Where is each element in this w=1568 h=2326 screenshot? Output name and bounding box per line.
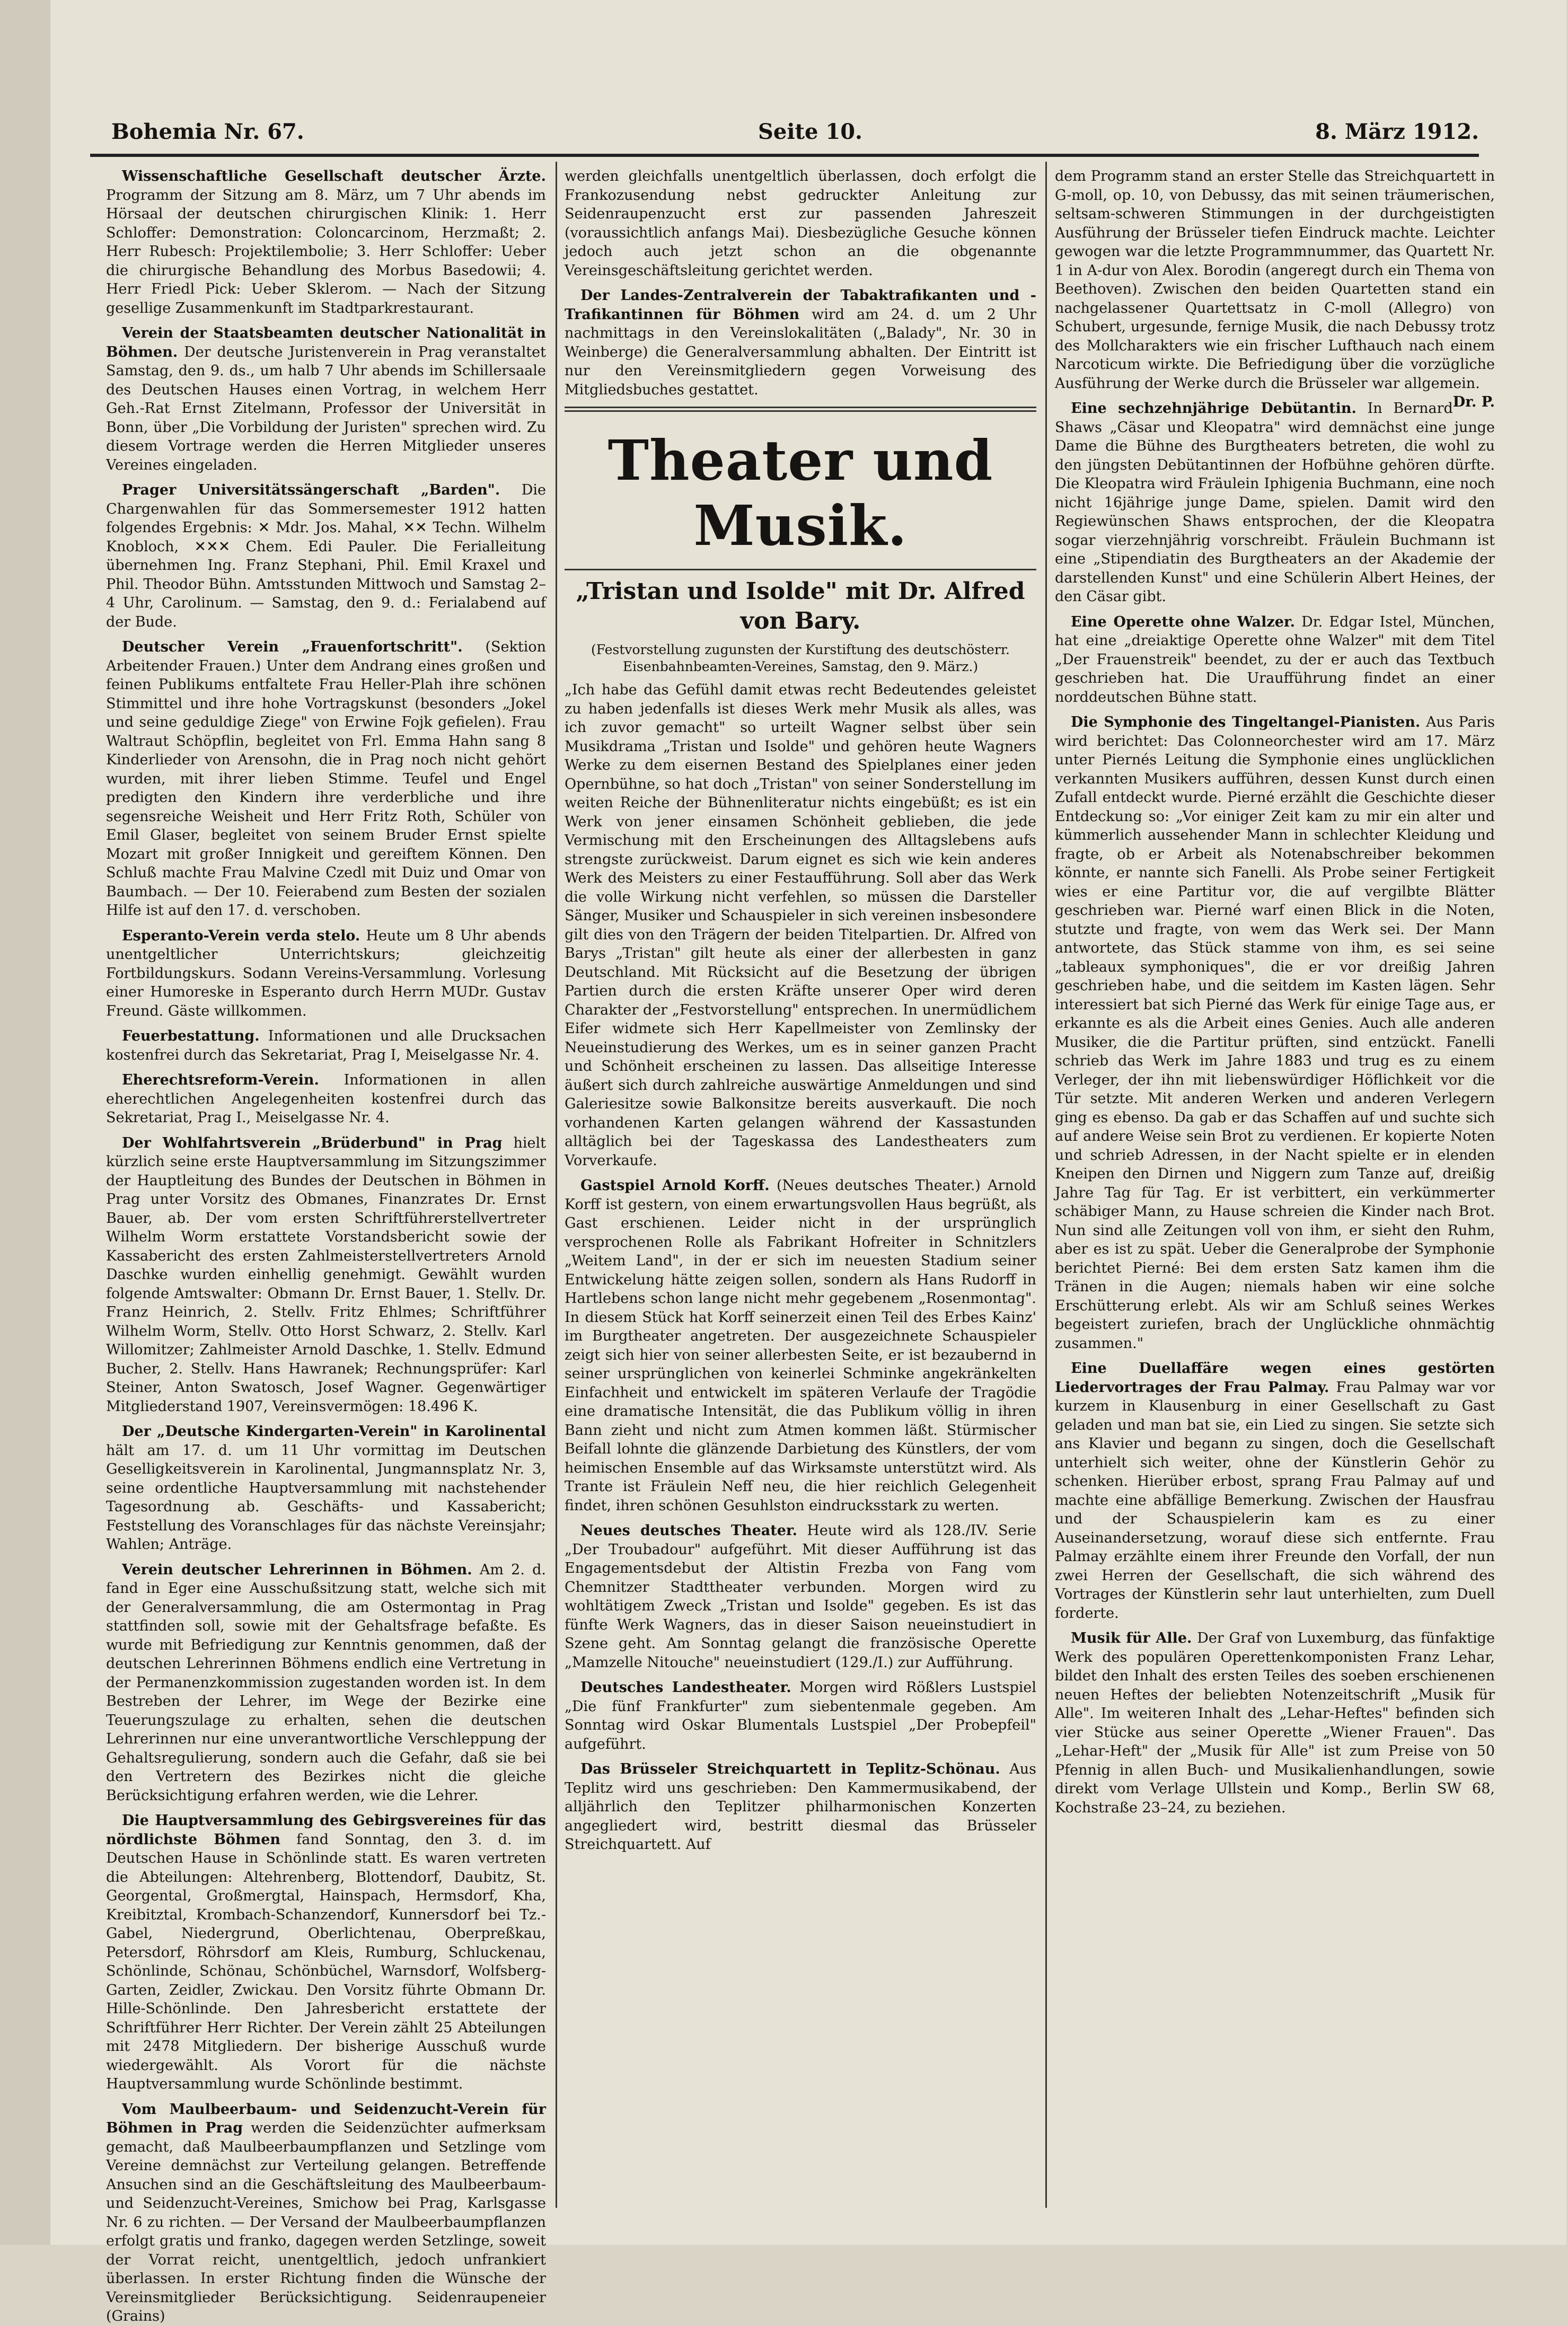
column-right — [1055, 167, 1495, 2224]
article-body: Aus Paris wird berichtet: Das Colonneorchester wird am 17. März unter Piernés Leitung die Symphonie eines unglücklichen verkannten Musikers aufführen, dessen Kunst durch einen Zufall entdeckt wurde. Pierné erzählt die Geschichte dieser Entdeckung so: „Vor einiger Zeit kam zu mir ein alter und kümmerlich aussehender Mann in schlechter Kleidung und fragte, ob er Arbeit als Notenabschreiber bekommen könnte, er nannte sich Fanelli. Als Probe seiner Fertigkeit wies er eine Partitur vor, die auf vergilbte Blätter geschrieben war. Pierné warf einen Blick in die Noten, stutzte und fragte, von wem das Werk sei. Der Mann antwortete, das Stück stamme von ihm, es sei seine „tableaux symphoniques", die er vor dreißig Jahren geschrieben habe, und die seitdem im Kasten lägen. Sehr interessiert bat sich Pierné das Werk für einige Tage aus, er erkannte es als die Arbeit eines Genies. Auch alle anderen Musiker, die die Partitur prüften, sind entzückt. Fanelli schrieb das Werk im Jahre 1883 und trug es zu einem Verleger, der ihn mit liebenswürdiger Höflichkeit vor die Tür setzte. Mit anderen Werken und anderen Verlegern ging es ebenso. Da gab er das Schaffen auf und suchte sich auf andere Weise sein Brot zu verdienen. Er kopierte Noten und schrieb Adressen, in der Nacht spielte er in elenden Kneipen den Dirnen und Niggern zum Tanze auf, dreißig Jahre Tag für Tag. Er ist verbittert, ein verkümmerter schäbiger Mann, zu Hause schreien die Kinder nach Brot. Nun sind alle Zeitungen voll von ihm, er sieht den Ruhm, aber es ist zu spät. Ueber die Generalprobe der Symphonie berichtet Pierné: Bei dem ersten Satz kamen ihm die Tränen in die Augen; niemals haben wir eine solche Erschütterung erlebt. Als wir am Schluß seines Werkes begeistert zuriefen, brach der Unglückliche ohnmächtig zusammen." — [1055, 714, 1495, 1352]
article — [106, 1561, 546, 1805]
article-title: Die Symphonie des Tingeltangel-Pianisten. — [1071, 714, 1421, 730]
article-body: werden die Seidenzüchter aufmerksam gemacht, daß Maulbeerbaumpflanzen und Setzlinge vom Vereine demnächst zur Verteilung gelangen. Betreffende Ansuchen sind an die Geschäftsleitung des Maulbeerbaum- und Seidenzucht-Vereines, Smichow bei Prag, Karlsgasse Nr. 6 zu richten. — Der Versand der Maulbeerbaumpflanzen erfolgt gratis und franko, dagegen werden Setzlinge, soweit der Vorrat reicht, unentgeltlich, jedoch unfrankiert überlassen. In erster Richtung finden die Wünsche der Vereinsmitglieder Berücksichtigung. Seidenraupeneier (Grains) — [106, 2120, 546, 2324]
article-body: Frau Palmay war vor kurzem in Klausenburg in einer Gesellschaft zu Gast geladen und man bat sie, ein Lied zu singen. Sie setzte sich ans Klavier und begann zu singen, doch die Gesellschaft unterhielt sich weiter, ohne der Künstlerin Gehör zu schenken. Hierüber erbost, sprang Frau Palmay auf und machte eine abfällige Bemerkung. Zwischen der Hausfrau und der Schauspielerin kam es zu einer Auseinandersetzung, worauf diese sich entfernte. Frau Palmay erzählte einem ihrer Freunde den Vorfall, der nun zwei Herren der Gesellschaft, die sich während des Vortrages der Künstlerin sehr laut unterhielten, zum Duell forderte. — [1055, 1379, 1495, 1622]
article — [1055, 399, 1495, 606]
article — [106, 1811, 546, 2094]
article-body: Programm der Sitzung am 8. März, um 7 Uhr abends im Hörsaal der deutschen chirurgischen Klinik: 1. Herr Schloffer: Demonstration: Coloncarcinom, Herzmaßt; 2. Herr Rubesch: Projektilembolie; 3. Herr Schloffer: Ueber die chirurgische Behandlung des Morbus Basedowii; 4. Herr Friedl Pick: Ueber Sklerom. — Nach der Sitzung gesellige Zusammenkunft im Stadtparkrestaurant. — [106, 187, 546, 316]
article-body: Die Chargenwahlen für das Sommersemester 1912 hatten folgendes Ergebnis: ✕ Mdr. Jos. Mahal, ✕✕ Techn. Wilhelm Knobloch, ✕✕✕ Chem. Edi Pauler. Die Ferialleitung übernehmen Ing. Franz Stephani, Phil. Emil Kraxel und Phil. Theodor Bühn. Amtsstunden Mittwoch und Samstag 2–4 Uhr, Carolinum. — Samstag, den 9. d.: Ferialabend auf der Bude. — [106, 482, 546, 630]
article — [565, 167, 1036, 280]
article — [1055, 1629, 1495, 1817]
column-middle — [565, 167, 1036, 2224]
column-middle-articles — [565, 681, 1036, 1854]
article-body: hält am 17. d. um 11 Uhr vormittag im Deutschen Geselligkeitsverein in Karolinental, Jungmannsplatz Nr. 3, seine ordentliche Hauptversammlung mit nachstehender Tagesordnung ab. Geschäfts- und Kassabericht; Feststellung des Voranschlages für das nächste Vereinsjahr; Wahlen; Anträge. — [106, 1442, 546, 1553]
article-body: werden gleichfalls unentgeltlich überlassen, doch erfolgt die Frankozusendung nebst gedruckter Anleitung zur Seidenraupenzucht erst zur passenden Jahreszeit (voraussichtlich anfangs Mai). Diesbezügliche Gesuche können jedoch auch jetzt schon an die obgenannte Vereinsgeschäftsleitung gerichtet werden. — [565, 168, 1036, 279]
article — [1055, 713, 1495, 1353]
article-body: Der deutsche Juristenverein in Prag veranstaltet Samstag, den 9. ds., um halb 7 Uhr abends im Schillersaale des Deutschen Hauses einen Vortrag, in welchem Herr Geh.-Rat Ernst Zitelmann, Professor der Universität in Bonn, über „Die Vorbildung der Juristen" sprechen wird. Zu diesem Vortrage werden die Herren Mitglieder unseres Vereines eingeladen. — [106, 343, 547, 473]
article — [106, 1071, 546, 1127]
article-title: Verein deutscher Lehrerinnen in Böhmen. — [122, 1561, 472, 1578]
article-body: fand Sonntag, den 3. d. im Deutschen Hause in Schönlinde statt. Es waren vertreten die Abteilungen: Altehrenberg, Blottendorf, Daubitz, St. Georgental, Großmergtal, Hainspach, Hermsdorf, Kha, Kreibitztal, Krombach-Schanzendorf, Kunnersdorf bei Tz.-Gabel, Niedergrund, Oberlichtenau, Oberpreßkau, Petersdorf, Röhrsdorf am Kleis, Rumburg, Schluckenau, Schönlinde, Schönau, Schönbüchel, Warnsdorf, Wolfsberg-Garten, Zeidler, Zwickau. Den Vorsitz führte Obmann Dr. Hille-Schönlinde. Den Jahresbericht erstattete der Schriftführer Herr Richter. Der Verein zählt 25 Abteilungen mit 2478 Mitgliedern. Der bisherige Ausschuß wurde wiedergewählt. Als Vorort für die nächste Hauptversammlung wurde Schönlinde bestimmt. — [106, 1831, 546, 2092]
article-title: Verein der Staatsbeamten deutscher Nationalität in Böhmen. — [106, 325, 546, 360]
article — [106, 1027, 546, 1064]
article — [565, 1521, 1036, 1672]
article — [1055, 1359, 1495, 1623]
article — [106, 481, 546, 631]
article-title: Esperanto-Verein verda stelo. — [122, 927, 360, 944]
article-body: „Ich habe das Gefühl damit etwas recht Bedeutendes geleistet zu haben jedenfalls ist dieses Werk mehr Musik als alles, was ich zuvor gemacht" so urteilt Wagner selbst über sein Musikdrama „Tristan und Isolde" und gehören heute Wagners Werke zu dem eisernen Bestand des Spielplanes einer jeden Opernbühne, so hat doch „Tristan" von seiner Sonderstellung im weiten Reiche der Bühnenliteratur nichts eingebüßt; es ist ein Werk von jener einsamen Schönheit geblieben, die jede Vermischung mit den Erscheinungen des Alltagslebens aufs strengste zurückweist. Darum eignet es sich wie kein anderes Werk des Meisters zu einer Festaufführung. Soll aber das Werk die volle Wirkung nicht verfehlen, so müssen die Darsteller Sänger, Musiker und Schauspieler in sich vereinen insbesondere gilt dies von den Trägern der beiden Titelpartien. Dr. Alfred von Barys „Tristan" gilt heute als einer der allerbesten in ganz Deutschland. Mit Rücksicht auf die Besetzung der übrigen Partien durch die ersten Kräfte unserer Oper wird deren Charakter der „Festvorstellung" entsprechen. In unermüdlichem Eifer widmete sich Herr Kapellmeister von Zemlinsky der Neueinstudierung des Werkes, um es in seiner ganzen Pracht und Schönheit erscheinen zu lassen. Das allseitige Interesse äußert sich durch zahlreiche auswärtige Anmeldungen und sind Galeriesitze sowie Balkonsitze bereits ausverkauft. Die noch vorhandenen Karten gelangen während der Kassastunden alltäglich bei der Tageskassa des Landestheaters zum Vorverkaufe. — [565, 682, 1036, 1169]
article — [1055, 613, 1495, 707]
article — [106, 1422, 546, 1554]
header-page-number: Seite 10. — [758, 119, 862, 144]
article-title: Eine Operette ohne Walzer. — [1071, 613, 1296, 630]
article — [106, 927, 546, 1021]
article-body: Aus Teplitz wird uns geschrieben: Den Kammermusikabend, der alljährlich den Teplitzer philharmonischen Konzerten angegliedert wird, bestritt diesmal das Brüsseler Streichquartett. Auf — [565, 1761, 1036, 1853]
section-title: Theater und Musik. — [607, 428, 993, 558]
article — [106, 2100, 546, 2326]
article-body: In Bernard Shaws „Cäsar und Kleopatra" wird demnächst eine junge Dame die Bühne des Burgtheaters betreten, die wohl zu den jüngsten Debütantinnen der Hofbühne gehören dürfte. Die Kleopatra wird Fräulein Iphigenia Buchmann, eine noch nicht 16jährige junge Dame, spielen. Damit wird den Regiewünschen Shaws entsprochen, der die Kleopatra sogar vierzehnjährig vorschreibt. Fräulein Buchmann ist eine „Stipendiatin des Burgtheaters an der Akademie der darstellenden Kunst" und eine Schülerin Albert Heines, der den Cäsar gibt. — [1055, 400, 1495, 605]
article-title: Deutsches Landestheater. — [580, 1679, 791, 1696]
article-title: Die Hauptversammlung des Gebirgsvereines für das nördlichste Böhmen — [106, 1812, 546, 1848]
article-note: (Festvorstellung zugunsten der Kurstiftung des deutschösterr. Eisenbahnbeamten-Vereines, Samstag, den 9. März.) — [591, 642, 1010, 674]
article — [106, 638, 546, 920]
column-divider — [1045, 162, 1047, 2208]
column-left — [106, 167, 547, 2324]
section-rule — [565, 407, 1036, 412]
page-header — [90, 119, 1479, 156]
article — [565, 681, 1036, 1170]
article-body: hielt kürzlich seine erste Hauptversammlung im Sitzungszimmer der Hauptleitung des Bundes der Deutschen in Böhmen in Prag unter Vorsitz des Obmanes, Finanzrates Dr. Ernst Bauer, ab. Der vom ersten Schriftführerstellvertreter Wilhelm Worm erstattete Vorstandsbericht sowie der Kassabericht des ersten Zahlmeisterstellvertreters Arnold Daschke wurden einhellig genehmigt. Gewählt wurden folgende Amtswalter: Obmann Dr. Ernst Bauer, 1. Stellv. Dr. Franz Heinrich, 2. Stellv. Fritz Ehlmes; Schriftführer Wilhelm Worm, Stellv. Otto Horst Schwarz, 2. Stellv. Karl Willomitzer; Zahlmeister Arnold Daschke, 1. Stellv. Edmund Bucher, 2. Stellv. Hans Hawranek; Rechnungsprüfer: Karl Steiner, Anton Swatosch, Josef Wagner. Gegenwärtiger Mitgliederstand 1907, Vereinsvermögen: 18.496 K. — [106, 1134, 546, 1415]
article-title: Gastspiel Arnold Korff. — [580, 1177, 770, 1194]
article-body: Heute um 8 Uhr abends unentgeltlicher Unterrichtskurs; gleichzeitig Fortbildungskurs. Sodann Vereins-Versammlung. Vorlesung einer Humoreske in Esperanto durch Herrn MUDr. Gustav Freund. Gäste willkommen. — [106, 927, 547, 1019]
article-headline: „Tristan und Isolde" mit Dr. Alfred von Bary. — [576, 578, 1025, 635]
article-body: Morgen wird Rößlers Lustspiel „Die fünf Frankfurter" zum siebentenmale gegeben. Am Sonntag wird Oskar Blumentals Lustspiel „Der Probepfeil" aufgeführt. — [565, 1679, 1036, 1752]
article-title: Prager Universitätssängerschaft „Barden". — [122, 482, 500, 498]
article-body: Der Graf von Luxemburg, das fünfaktige Werk des populären Operettenkomponisten Franz Lehar, bildet den Inhalt des ersten Teiles des soeben erschienenen neuen Heftes der beliebten Notenzeitschrift „Musik für Alle". Im weiteren Inhalt des „Lehar-Heftes" befinden sich vier Stücke aus seiner Operette „Wiener Frauen". Das „Lehar-Heft" der „Musik für Alle" ist zum Preise von 50 Pfennig in allen Buch- und Musikalienhandlungen, sowie direkt vom Verlage Ullstein und Komp., Berlin SW 68, Kochstraße 23–24, zu beziehen. — [1055, 1630, 1495, 1816]
article-body: Am 2. d. fand in Eger eine Ausschußsitzung statt, welche sich mit der Generalversammlung, die am Ostermontag in Prag stattfinden soll, sowie mit der Gehaltsfrage befaßte. Es wurde mit Befriedigung zur Kenntnis genommen, daß der deutschen Lehrerinnen Böhmens endlich eine Vertretung in der Permanenzkommission zugestanden worden ist. In dem Bestreben der Lehrer, im Wege der Bezirke eine Teuerungszulage zu erhalten, sehen die deutschen Lehrerinnen nur eine unverantwortliche Verschleppung der Gehaltsregulierung, sondern auch die Gefahr, daß sie bei den Vertretern des Bezirkes nicht die gleiche Berücksichtigung erfahren werden, wie die Lehrer. — [106, 1561, 546, 1804]
article-title: Der Landes-Zentralverein der Tabaktrafikanten und -Trafikantinnen für Böhmen — [565, 287, 1036, 323]
article-body: Dr. Edgar Istel, München, hat eine „dreiaktige Operette ohne Walzer" mit dem Titel „Der Frauenstreik" beendet, zu der er auch das Textbuch geschrieben hat. Die Uraufführung findet an einer norddeutschen Bühne statt. — [1055, 613, 1495, 706]
column-middle-top — [565, 167, 1036, 399]
article-title: Musik für Alle. — [1071, 1630, 1192, 1646]
article-title: Wissenschaftliche Gesellschaft deutscher Ärzte. — [122, 168, 546, 184]
header-issue: Bohemia Nr. 67. — [111, 119, 304, 144]
article — [565, 1678, 1036, 1754]
article-title: Neues deutsches Theater. — [580, 1522, 798, 1539]
article-signature: Dr. P. — [1452, 394, 1495, 410]
article-body: (Sektion Arbeitender Frauen.) Unter dem Andrang eines großen und feinen Publikums entfaltete Frau Heller-Plah ihre schönen Stimmittel und ihre hohe Vortragskunst (besonders „Jokel und seine geduldige Ziege" von Erwine Fojk gefielen). Frau Waltraut Schöpflin, begleitet von Frl. Emma Hahn sang 8 Kinderlieder von Arensohn, die in Prag noch nicht gehört wurden, mit ihrer lieben Stimme. Teufel und Engel predigten den Kindern ihre verderbliche und ihre segensreiche Weisheit und Herr Fritz Roth, Schüler von Emil Glaser, begleitet von seinem Bruder Ernst spielte Mozart mit großer Innigkeit und gereiftem Können. Den Schluß machte Frau Malvine Czedl mit Duiz und Omar von Baumbach. — Der 10. Feierabend zum Besten der sozialen Hilfe ist auf den 17. d. verschoben. — [106, 639, 546, 919]
scan-margin — [0, 0, 51, 2245]
article — [106, 167, 546, 318]
article-body: Heute wird als 128./IV. Serie „Der Troubadour" aufgeführt. Mit dieser Aufführung ist das Engagementsdebut der Altistin Frezba von Fang vom Chemnitzer Stadttheater verbunden. Morgen wird zu wohltätigem Zweck „Tristan und Isolde" gegeben. Es ist das fünfte Werk Wagners, das in dieser Saison neueinstudiert in Szene geht. Am Sonntag gelangt die französische Operette „Mamzelle Nitouche" neueinstudiert (129./I.) zur Aufführung. — [565, 1522, 1036, 1671]
header-rule — [90, 154, 1479, 157]
article-body: dem Programm stand an erster Stelle das Streichquartett in G-moll, op. 10, von Debussy, das mit seinen träumerischen, seltsam-schweren Stimmungen in der durchgeistigten Ausführung der Brüsseler tiefen Eindruck machte. Leichter gewogen war die letzte Programmnummer, das Quartett Nr. 1 in A-dur von Alex. Borodin (angeregt durch ein Thema von Beethoven). Zwischen den beiden Quartetten stand ein nachgelassener Quartettsatz in C-moll (Allegro) von Schubert, urgesunde, fernige Musik, die nach Debussy trotz des Mollcharakters wie ein frischer Lufthauch nach einem Narcoticum wirkte. Die Befriedigung über die vorzügliche Ausführung der Werke durch die Brüsseler war allgemein. — [1055, 168, 1495, 392]
article-title: Das Brüsseler Streichquartett in Teplitz-Schönau. — [580, 1761, 1000, 1777]
column-divider — [556, 162, 557, 2208]
article — [106, 324, 546, 474]
article-title: Der Wohlfahrtsverein „Brüderbund" in Prag — [122, 1134, 503, 1151]
article-title: Deutscher Verein „Frauenfortschritt". — [122, 639, 463, 655]
article-body: Informationen und alle Drucksachen kostenfrei durch das Sekretariat, Prag I, Meiselgasse Nr. 4. — [106, 1028, 546, 1063]
header-date: 8. März 1912. — [1315, 119, 1479, 144]
article — [565, 1760, 1036, 1854]
article-title: Eine Duellaffäre wegen eines gestörten Liedervortrages der Frau Palmay. — [1055, 1360, 1495, 1396]
article-body: Informationen in allen eherechtlichen Angelegenheiten kostenfrei durch das Sekretariat, Prag I., Meiselgasse Nr. 4. — [106, 1072, 546, 1126]
section-title-rule — [565, 569, 1036, 570]
article-title: Der „Deutsche Kindergarten-Verein" in Karolinental — [122, 1423, 546, 1440]
article-body: (Neues deutsches Theater.) Arnold Korff ist gestern, von einem erwartungsvollen Haus begrüßt, als Gast erschienen. Leider nicht in der ursprünglich versprochenen Rolle als Fabrikant Hofreiter in Schnitzlers „Weitem Land", in der er sich im neuesten Stadium seiner Entwickelung hätte zeigen sollen, sondern als Hans Rudorff in Hartlebens schon lange nicht mehr gegebenem „Rosenmontag". In diesem Stück hat Korff seinerzeit einen Teil des Erbes Kainz' im Burgtheater angetreten. Der ausgezeichnete Schauspieler zeigt sich hier von seiner allerbesten Seite, er ist bezaubernd in seiner ursprünglichen von keinerlei Schminke angekränkelten Einfachheit und entwickelt im späteren Verlaufe der Tragödie eine dramatische Intensität, die das Publikum völlig in ihren Bann zieht und nicht zum Atmen kommen läßt. Stürmischer Beifall lohnte die glänzende Darbietung des Künstlers, der vom heimischen Ensemble auf das Wirksamste unterstützt wird. Als Trante ist Fräulein Neff neu, die hier reichlich Gelegenheit findet, ihren schönen Gesuhlston eindrucksstark zu werten. — [565, 1177, 1036, 1514]
article-body: wird am 24. d. um 2 Uhr nachmittags in den Vereinslokalitäten („Balady", Nr. 30 in Weinberge) die Generalversammlung abhalten. Der Eintritt ist nur den Vereinsmitgliedern gegen Vorweisung des Mitgliedsbuches gestattet. — [565, 306, 1036, 398]
article — [565, 286, 1036, 399]
article-title: Vom Maulbeerbaum- und Seidenzucht-Verein für Böhmen in Prag — [106, 2101, 546, 2136]
article-title: Eine sechzehnjährige Debütantin. — [1071, 400, 1356, 417]
article-title: Eherechtsreform-Verein. — [122, 1072, 319, 1088]
article-title: Feuerbestattung. — [122, 1028, 260, 1044]
article — [106, 1134, 546, 1416]
article — [565, 1176, 1036, 1515]
